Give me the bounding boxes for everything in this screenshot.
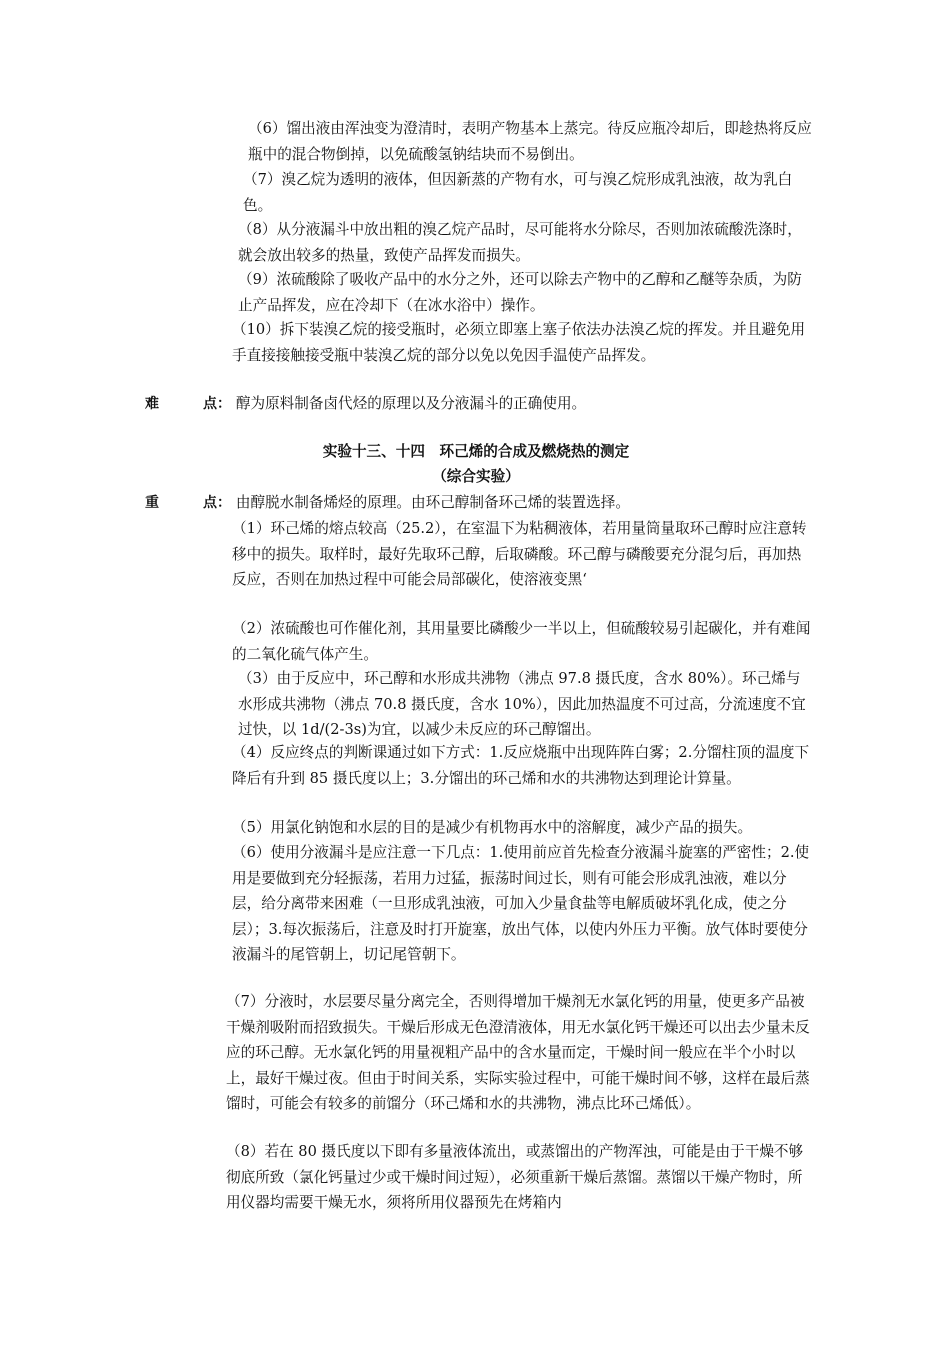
list-item-3-text: （3）由于反应中，环己醇和水形成共沸物（沸点 97.8 摄氏度，含水 80%）。环己烯与水形成共沸物（沸点 70.8 摄氏度，含水 10%），因此加热温度不可过高，分流速度不宜过快，以 1d/(2-3s)为宜，以减少未反应的环己醇馏出。 (238, 670, 806, 738)
list-item-7 (226, 989, 812, 1117)
difficult-label-b: 点： (203, 396, 231, 412)
list-item-3 (238, 666, 813, 743)
note-item-8 (238, 217, 813, 268)
difficult-label (145, 396, 236, 412)
key-label (145, 495, 236, 511)
note-item-10 (232, 317, 812, 368)
section-title-text: 实验十三、十四 环己烯的合成及燃烧热的测定 (322, 443, 630, 460)
list-item-4 (232, 740, 812, 791)
note-item-7 (243, 167, 813, 218)
note-item-10-text: （10）拆下装溴乙烷的接受瓶时，必须立即塞上塞子依法办法溴乙烷的挥发。并且避免用手直接接触接受瓶中装溴乙烷的部分以免以免因手温使产品挥发。 (232, 321, 806, 364)
list-item-4-text: （4）反应终点的判断课通过如下方式：1.反应烧瓶中出现阵阵白雾；2.分馏柱顶的温度下降后有升到 85 摄氏度以上；3.分馏出的环己烯和水的共沸物达到理论计算量。 (232, 744, 810, 787)
key-label-a: 重 (145, 495, 159, 511)
list-item-1 (232, 516, 812, 593)
note-item-7-text: （7）溴乙烷为透明的液体，但因新蒸的产物有水，可与溴乙烷形成乳浊液，故为乳白色。 (243, 171, 793, 214)
list-item-8-text: （8）若在 80 摄氏度以下即有多量液体流出，或蒸馏出的产物浑浊，可能是由于干燥不够彻底所致（氯化钙量过少或干燥时间过短），必须重新干燥后蒸馏。蒸馏以干燥产物时，所用仪器均需要干燥无水，须将所用仪器预先在烤箱内 (226, 1143, 804, 1211)
list-item-8 (226, 1139, 812, 1216)
list-item-5 (232, 815, 817, 841)
list-item-2-text: （2）浓硫酸也可作催化剂，其用量要比磷酸少一半以上，但硫酸较易引起碳化，并有难闻的二氧化硫气体产生。 (232, 620, 811, 663)
section-subtitle (0, 465, 952, 488)
list-item-6 (232, 840, 812, 968)
note-item-9-text: （9）浓硫酸除了吸收产品中的水分之外，还可以除去产物中的乙醇和乙醚等杂质，为防止产品挥发，应在冷却下（在冰水浴中）操作。 (238, 271, 802, 314)
note-item-6 (248, 116, 818, 167)
key-text: 由醇脱水制备烯烃的原理。由环己醇制备环己烯的装置选择。 (235, 494, 630, 511)
list-item-6-text: （6）使用分液漏斗是应注意一下几点：1.使用前应首先检查分液漏斗旋塞的严密性；2.使用是要做到充分轻振荡，若用力过猛，振荡时间过长，则有可能会形成乳浊液，难以分层，给分离带来困难（一旦形成乳浊液，可加入少量食盐等电解质破坏乳化成，使之分层）；3.每次振荡后，注意及时打开旋塞，放出气体，以使内外压力平衡。放气体时要使分液漏斗的尾管朝上，切记尾管朝下。 (232, 844, 810, 963)
list-item-1-text: （1）环己烯的熔点较高（25.2），在室温下为粘稠液体，若用量筒量取环己醇时应注意转移中的损失。取样时，最好先取环己醇，后取磷酸。环己醇与磷酸要充分混匀后，再加热反应，否则在加热过程中可能会局部碳化，使溶液变黑‘ (232, 520, 807, 588)
list-item-5-text: （5）用氯化钠饱和水层的目的是减少有机物再水中的溶解度，减少产品的损失。 (232, 819, 753, 836)
difficult-point (145, 391, 825, 418)
section-title (0, 440, 952, 463)
note-item-9 (238, 267, 813, 318)
list-item-2 (232, 616, 812, 667)
note-item-6-text: （6）馏出液由浑浊变为澄清时，表明产物基本上蒸完。待反应瓶冷却后，即趁热将反应瓶中的混合物倒掉，以免硫酸氢钠结块而不易倒出。 (248, 120, 812, 163)
key-label-b: 点： (203, 495, 231, 511)
list-item-7-text: （7）分液时，水层要尽量分离完全，否则得增加干燥剂无水氯化钙的用量，使更多产品被干燥剂吸附而招致损失。干燥后形成无色澄清液体，用无水氯化钙干燥还可以出去少量未反应的环己醇。无水氯化钙的用量视粗产品中的含水量而定，干燥时间一般应在半个小时以上，最好干燥过夜。但由于时间关系，实际实验过程中，可能干燥时间不够，这样在最后蒸馏时，可能会有较多的前馏分（环己烯和水的共沸物，沸点比环己烯低）。 (226, 993, 810, 1112)
difficult-text: 醇为原料制备卤代烃的原理以及分液漏斗的正确使用。 (235, 395, 587, 412)
key-point (145, 490, 845, 517)
section-subtitle-text: （综合实验） (432, 468, 520, 485)
note-item-8-text: （8）从分液漏斗中放出粗的溴乙烷产品时，尽可能将水分除尽，否则加浓硫酸洗涤时，就会放出较多的热量，致使产品挥发而损失。 (238, 221, 802, 264)
difficult-label-a: 难 (145, 396, 159, 412)
